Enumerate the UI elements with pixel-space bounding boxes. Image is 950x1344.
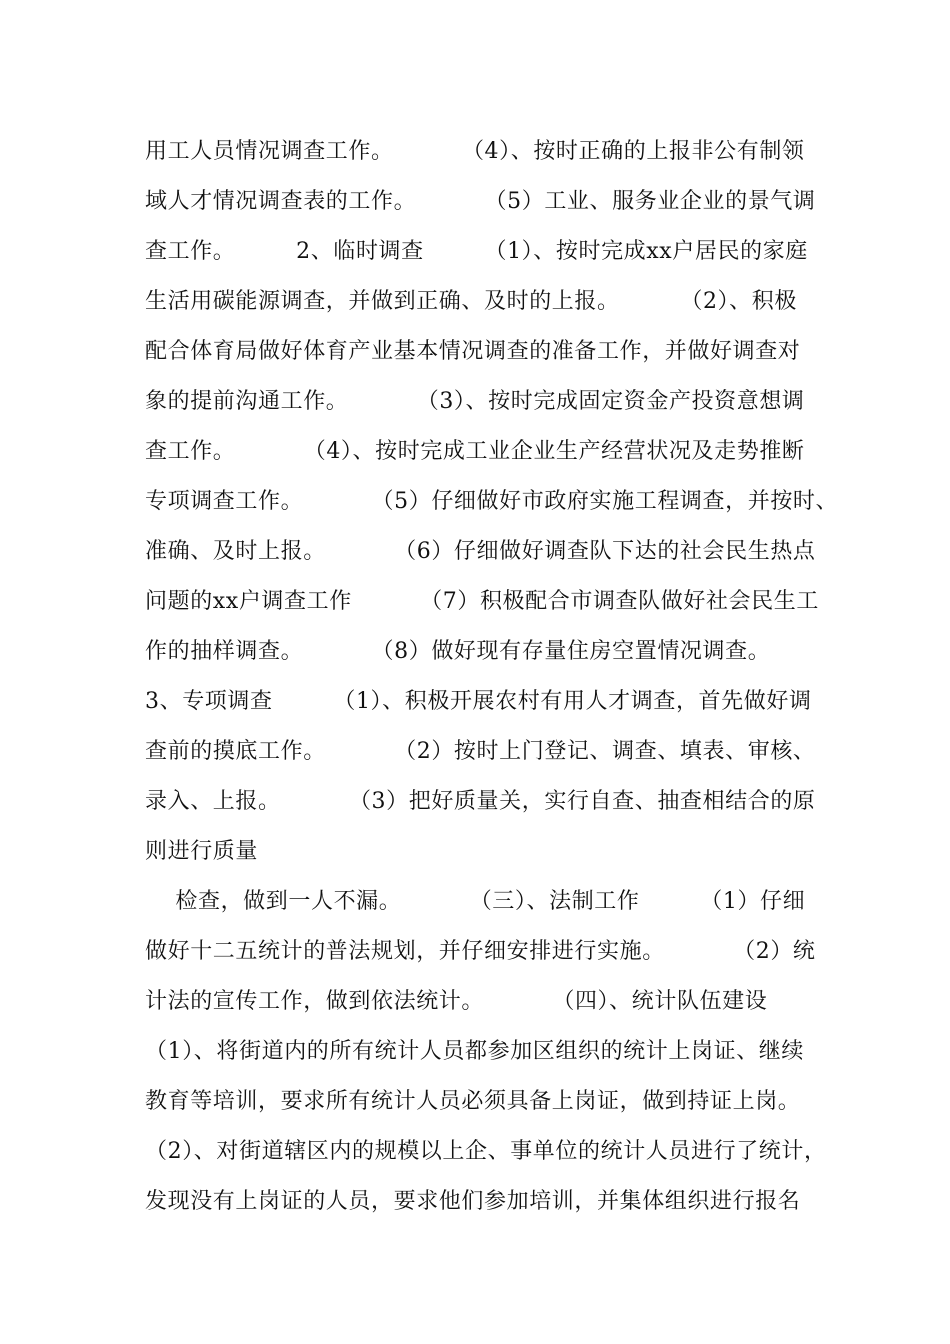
body-text-line: 用工人员情况调查工作。 （4）、按时正确的上报非公有制领 (145, 139, 805, 164)
body-text-line: 教育等培训，要求所有统计人员必须具备上岗证，做到持证上岗。 (145, 1089, 801, 1114)
body-text-line: 配合体育局做好体育产业基本情况调查的准备工作，并做好调查对 (145, 339, 801, 364)
body-text-line: 生活用碳能源调查，并做到正确、及时的上报。 （2）、积极 (145, 289, 797, 314)
body-text-line: 查工作。 2、临时调查 （1）、按时完成xx户居民的家庭 (145, 239, 808, 264)
body-text-line: 作的抽样调查。 （8）做好现有存量住房空置情况调查。 (145, 639, 771, 664)
body-text-line: 准确、及时上报。 （6）仔细做好调查队下达的社会民生热点 (145, 539, 816, 564)
body-text-line: （2）、对街道辖区内的规模以上企、事单位的统计人员进行了统计， (145, 1139, 827, 1164)
body-text-line: 录入、上报。 （3）把好质量关，实行自查、抽查相结合的原 (145, 789, 816, 814)
body-text-line: 查工作。 （4）、按时完成工业企业生产经营状况及走势推断 (145, 439, 805, 464)
body-text-line: 象的提前沟通工作。 （3）、按时完成固定资金产投资意想调 (145, 389, 805, 414)
body-text-line: 做好十二五统计的普法规划，并仔细安排进行实施。 （2）统 (145, 939, 816, 964)
body-text-line: 发现没有上岗证的人员，要求他们参加培训，并集体组织进行报名 (145, 1189, 801, 1214)
body-text-line: 检查，做到一人不漏。 （三）、法制工作 （1）仔细 (145, 889, 806, 914)
body-text-line: 则进行质量 (145, 839, 259, 864)
body-text-line: 计法的宣传工作，做到依法统计。 （四）、统计队伍建设 (145, 989, 768, 1014)
body-text-line: （1）、将街道内的所有统计人员都参加区组织的统计上岗证、继续 (145, 1039, 804, 1064)
body-text-line: 3、专项调查 （1）、积极开展农村有用人才调查，首先做好调 (145, 689, 812, 714)
body-text-line: 查前的摸底工作。 （2）按时上门登记、调查、填表、审核、 (145, 739, 816, 764)
body-text-line: 问题的xx户调查工作 （7）积极配合市调查队做好社会民生工 (145, 589, 819, 614)
body-text-line: 域人才情况调查表的工作。 （5）工业、服务业企业的景气调 (145, 189, 816, 214)
body-text-line: 专项调查工作。 （5）仔细做好市政府实施工程调查，并按时、 (145, 489, 839, 514)
